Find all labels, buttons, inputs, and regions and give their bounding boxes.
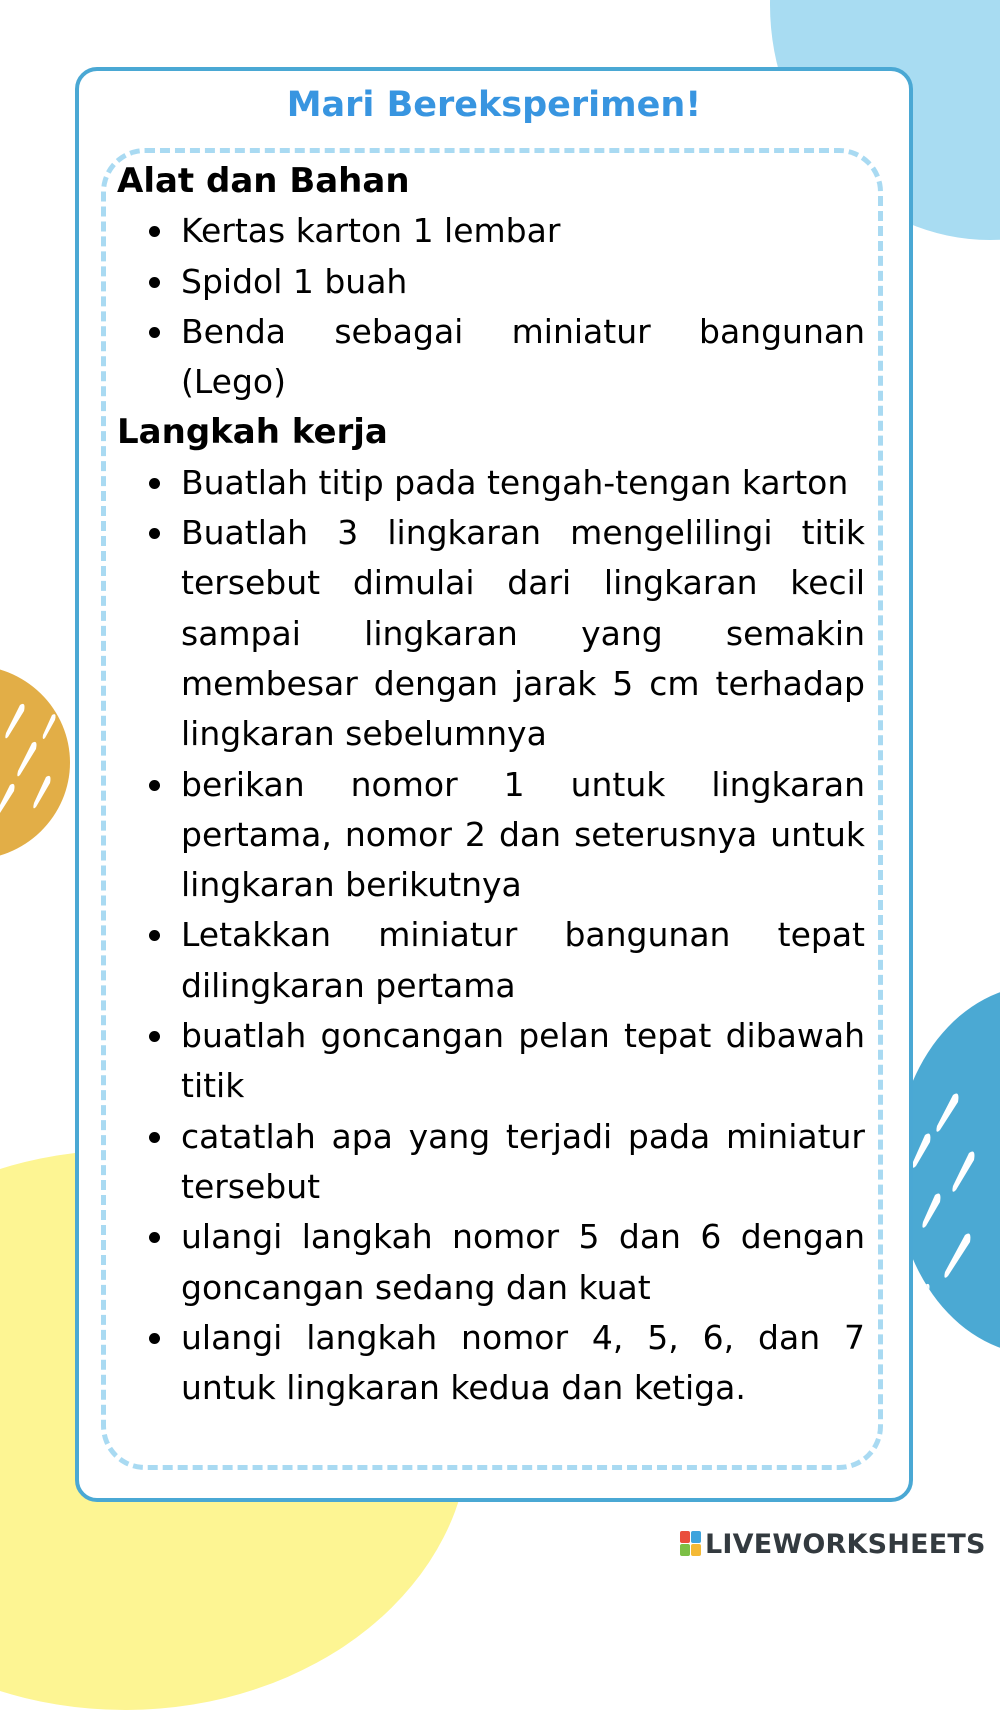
list-item: ulangi langkah nomor 5 dan 6 dengan goncangan sedang dan kuat <box>181 1212 865 1313</box>
list-item: Buatlah 3 lingkaran mengelilingi titik tersebut dimulai dari lingkaran kecil sampai lingkaran yang semakin membesar dengan jarak 5 cm terhadap lingkaran sebelumnya <box>181 508 865 759</box>
materials-list <box>117 206 865 407</box>
experiment-card <box>75 67 913 1502</box>
liveworksheets-watermark <box>680 1527 986 1561</box>
steps-heading: Langkah kerja <box>117 412 388 453</box>
list-item: ulangi langkah nomor 4, 5, 6, dan 7 untuk lingkaran kedua dan ketiga. <box>181 1313 865 1414</box>
raindrops-icon <box>0 665 70 860</box>
list-item: Benda sebagai miniatur bangunan (Lego) <box>181 307 865 408</box>
materials-heading: Alat dan Bahan <box>117 161 410 201</box>
list-item: Spidol 1 buah <box>181 257 865 307</box>
card-title: Mari Bereksperimen! <box>286 85 702 125</box>
list-item: Letakkan miniatur bangunan tepat dilingkaran pertama <box>181 910 865 1011</box>
list-item: Buatlah titip pada tengah-tengan karton <box>181 458 865 508</box>
decorative-blob-left <box>0 665 70 860</box>
list-item: buatlah goncangan pelan tepat dibawah titik <box>181 1011 865 1112</box>
liveworksheets-logo-icon <box>680 1531 702 1557</box>
steps-list <box>117 458 865 1414</box>
list-item: Kertas karton 1 lembar <box>181 206 865 256</box>
card-content <box>117 156 865 1413</box>
list-item: berikan nomor 1 untuk lingkaran pertama, nomor 2 dan seterusnya untuk lingkaran berikutnya <box>181 760 865 911</box>
list-item: catatlah apa yang terjadi pada miniatur tersebut <box>181 1112 865 1213</box>
watermark-text: LIVEWORKSHEETS <box>705 1528 986 1560</box>
